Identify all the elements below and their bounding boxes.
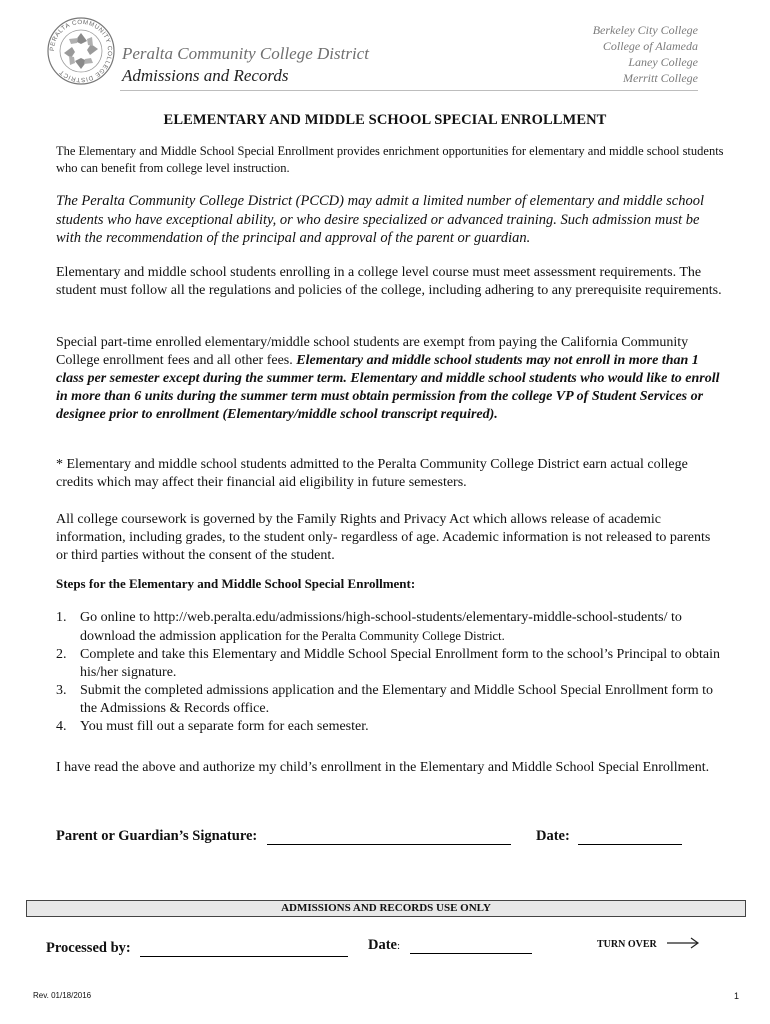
header-divider	[120, 90, 698, 91]
step-item: 1. Go online to http://web.peralta.edu/admissions/high-school-students/elementary-middle-school-students/ to download the admission application for the Peralta Community College District.	[56, 610, 682, 644]
admin-date-label: Date	[368, 937, 397, 953]
intro-paragraph: The Elementary and Middle School Special Enrollment provides enrichment opportunities for elementary and middle school students who can benefit from college level instruction.	[56, 144, 724, 175]
right-arrow-icon	[666, 936, 700, 950]
signature-date-line[interactable]	[578, 830, 682, 845]
signature-date-label: Date:	[536, 828, 570, 844]
fees-text: Special part-time enrolled elementary/middle school students are exempt from paying the California Community College enrollment fees and all other fees.	[56, 335, 689, 368]
step-item: 3. Submit the completed admissions application and the Elementary and Middle School Special Enrollment form to the Admissions & Records office.	[56, 683, 713, 716]
parent-signature-line[interactable]	[267, 830, 511, 845]
steps-heading: Steps for the Elementary and Middle School Special Enrollment:	[56, 576, 416, 591]
parent-signature-label: Parent or Guardian’s Signature:	[56, 828, 258, 844]
processed-by-row	[46, 940, 348, 957]
parent-signature-row	[56, 828, 511, 845]
turn-over-label: TURN OVER	[597, 939, 657, 950]
processed-by-line[interactable]	[140, 942, 348, 957]
svg-text:PERALTA COMMUNITY COLLEGE DIST: PERALTA COMMUNITY COLLEGE DISTRICT	[48, 18, 114, 84]
signature-date-row	[536, 828, 682, 845]
department-name: Admissions and Records	[122, 66, 289, 85]
admin-date-colon: :	[397, 940, 401, 952]
admin-date-row	[368, 937, 532, 954]
college-laney: Laney College	[628, 55, 698, 69]
admission-paragraph: The Peralta Community College District (PCCD) may admit a limited number of elementary and middle school students who have exceptional ability, or who desire specialized or advanced training. Such admission must be with the recommendation of the principal and approval of the parent or guardian.	[56, 193, 704, 246]
fees-paragraph	[56, 334, 724, 424]
college-alameda: College of Alameda	[602, 39, 698, 53]
college-berkeley: Berkeley City College	[592, 23, 698, 37]
step-item: 4. You must fill out a separate form for each semester.	[56, 719, 369, 734]
document-title: ELEMENTARY AND MIDDLE SCHOOL SPECIAL ENROLLMENT	[163, 112, 607, 128]
processed-by-label: Processed by:	[46, 940, 131, 956]
college-merritt: Merritt College	[623, 71, 698, 85]
district-name: Peralta Community College District	[122, 44, 369, 63]
requirements-paragraph: Elementary and middle school students enrolling in a college level course must meet assessment requirements. The student must follow all the regulations and policies of the college, including adhering to any prerequisite requirements.	[56, 265, 722, 298]
revision-date: Rev. 01/18/2016	[33, 991, 92, 1000]
steps-list	[56, 609, 726, 736]
authorization-statement: I have read the above and authorize my child’s enrollment in the Elementary and Middle School Special Enrollment.	[56, 760, 710, 775]
step-item: 2. Complete and take this Elementary and Middle School Special Enrollment form to the school’s Principal to obtain his/her signature.	[56, 647, 720, 680]
credits-paragraph: * Elementary and middle school students admitted to the Peralta Community College District earn actual college credits which may affect their financial aid eligibility in future semesters.	[56, 457, 688, 490]
peralta-seal-logo	[46, 16, 116, 86]
privacy-paragraph: All college coursework is governed by the Family Rights and Privacy Act which allows release of academic information, including grades, to the student only- regardless of age. Academic information is not released to parents or third parties without the consent of the student.	[56, 512, 711, 563]
admin-date-line[interactable]	[410, 939, 532, 954]
page-number: 1	[733, 991, 739, 1001]
college-list	[593, 22, 698, 86]
admin-use-only-bar: ADMISSIONS AND RECORDS USE ONLY	[26, 900, 746, 917]
enrollment-limit-text: Elementary and middle school students may not enroll in more than 1 class per semester except during the summer term. Elementary and middle school students who would like to enroll in more than 6 units during the summer term must obtain permission from the college VP of Student Services or designee prior to enrollment (Elementary/middle school transcript required).	[56, 353, 720, 422]
